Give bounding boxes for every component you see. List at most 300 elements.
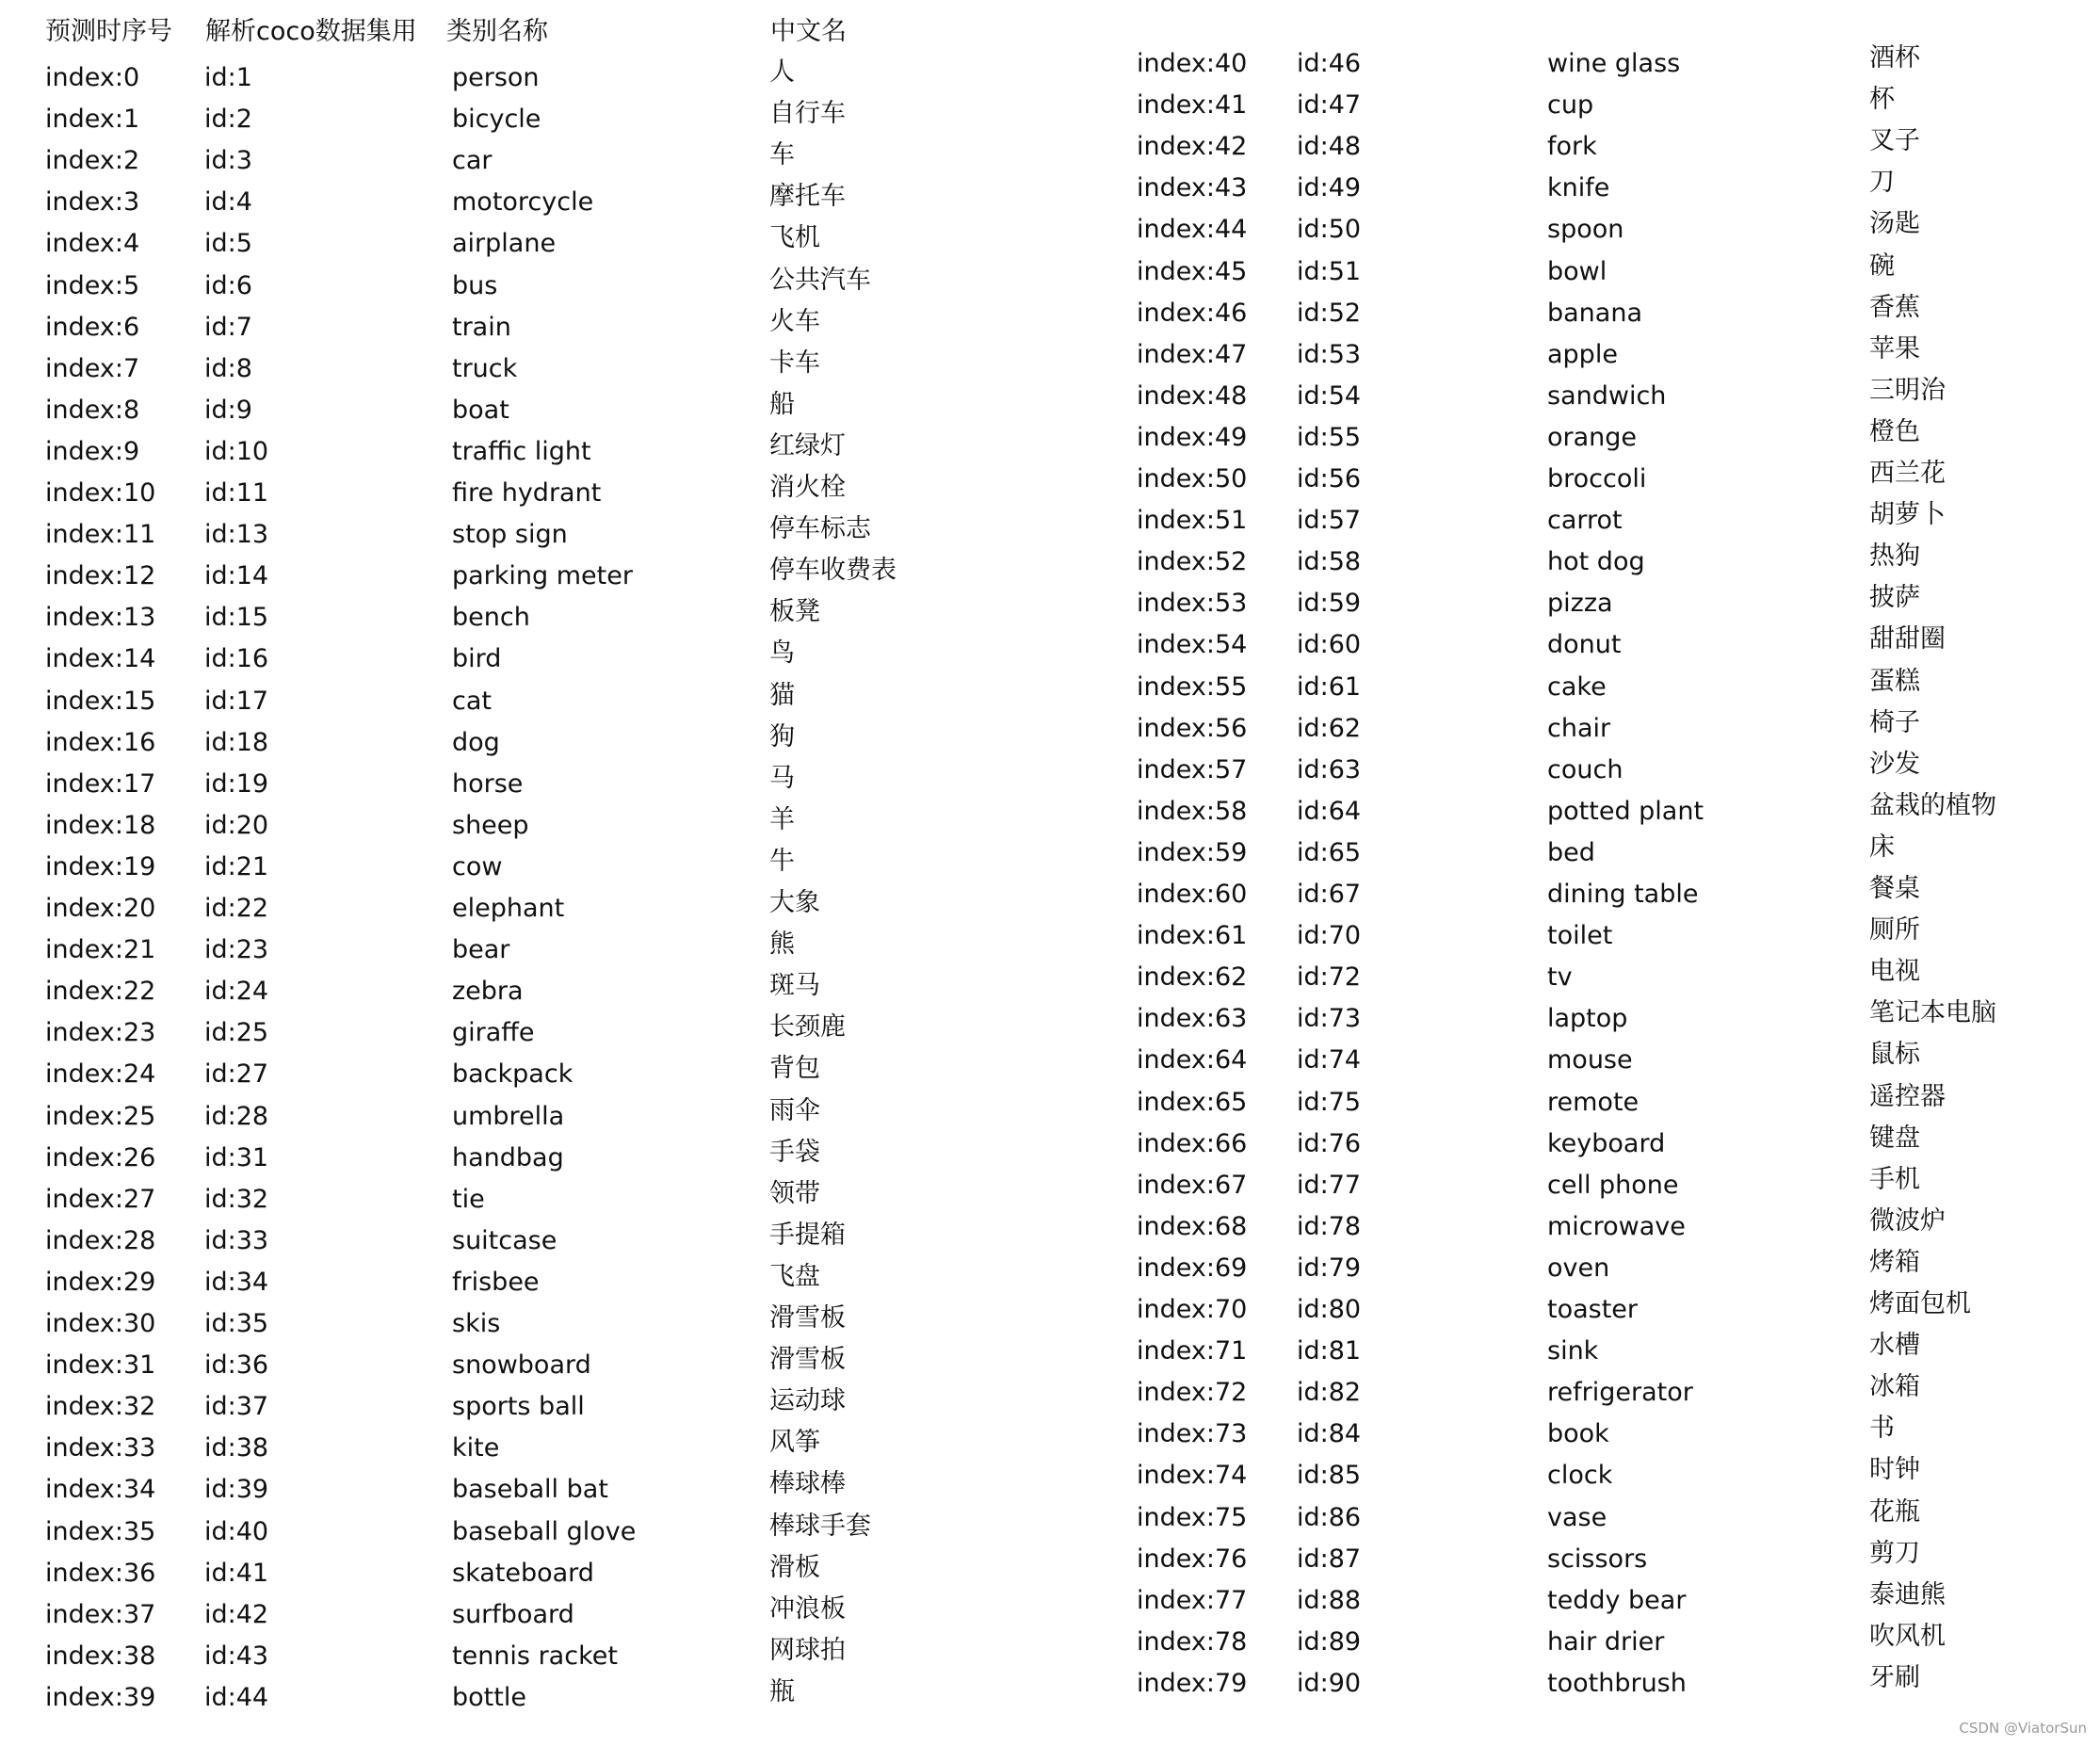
row-id-cell: id:18	[204, 727, 269, 757]
row-id-cell: id:20	[204, 810, 269, 840]
row-index-cell: index:67	[1137, 1170, 1248, 1200]
row-id-cell: id:50	[1297, 215, 1362, 245]
row-cn-cell: 牛	[769, 846, 795, 876]
row-name-cell: laptop	[1547, 1004, 1628, 1034]
row-index-cell: index:69	[1137, 1253, 1248, 1283]
row-id-cell: id:76	[1297, 1128, 1362, 1158]
row-id-cell: id:23	[204, 935, 269, 965]
row-index-cell: index:53	[1137, 589, 1248, 619]
row-index-cell: index:64	[1137, 1045, 1248, 1075]
row-index-cell: index:17	[45, 768, 156, 799]
header-index: 预测时序号	[45, 17, 172, 46]
row-cn-cell: 背包	[769, 1054, 820, 1084]
row-index-cell: index:3	[45, 187, 140, 218]
row-cn-cell: 长颈鹿	[769, 1012, 846, 1043]
row-id-cell: id:42	[204, 1599, 269, 1629]
row-index-cell: index:73	[1137, 1419, 1248, 1449]
row-name-cell: car	[452, 146, 493, 176]
row-name-cell: banana	[1547, 298, 1642, 328]
row-id-cell: id:7	[204, 312, 252, 342]
row-index-cell: index:50	[1137, 464, 1248, 493]
row-cn-cell: 餐桌	[1869, 874, 1920, 903]
row-index-cell: index:19	[45, 851, 156, 881]
row-name-cell: suitcase	[452, 1225, 557, 1255]
row-id-cell: id:10	[204, 436, 269, 466]
row-index-cell: index:72	[1137, 1378, 1248, 1408]
row-id-cell: id:62	[1297, 713, 1362, 743]
row-cn-cell: 猫	[769, 680, 795, 710]
row-cn-cell: 鼠标	[1869, 1040, 1920, 1070]
row-cn-cell: 马	[769, 763, 795, 793]
row-cn-cell: 胡萝卜	[1869, 500, 1946, 530]
row-cn-cell: 书	[1869, 1414, 1895, 1444]
row-name-cell: umbrella	[452, 1101, 565, 1131]
row-cn-cell: 滑板	[769, 1552, 820, 1582]
row-id-cell: id:21	[204, 851, 269, 881]
row-index-cell: index:78	[1137, 1626, 1248, 1657]
row-id-cell: id:78	[1297, 1211, 1362, 1241]
row-id-cell: id:87	[1297, 1544, 1362, 1574]
row-cn-cell: 遥控器	[1869, 1081, 1946, 1111]
row-name-cell: handbag	[452, 1142, 564, 1172]
row-cn-cell: 水槽	[1869, 1331, 1920, 1361]
row-id-cell: id:65	[1297, 837, 1362, 867]
row-name-cell: stop sign	[452, 520, 568, 550]
row-cn-cell: 飞盘	[769, 1261, 820, 1291]
row-name-cell: oven	[1547, 1253, 1610, 1283]
row-index-cell: index:18	[45, 810, 156, 840]
row-cn-cell: 摩托车	[769, 182, 846, 212]
row-name-cell: train	[452, 312, 511, 342]
row-id-cell: id:72	[1297, 962, 1362, 993]
row-id-cell: id:52	[1297, 298, 1362, 328]
row-cn-cell: 花瓶	[1869, 1496, 1920, 1527]
row-id-cell: id:46	[1297, 49, 1362, 78]
row-id-cell: id:57	[1297, 506, 1362, 536]
row-name-cell: pizza	[1547, 589, 1613, 619]
row-id-cell: id:11	[204, 478, 269, 508]
row-cn-cell: 甜甜圈	[1869, 624, 1946, 655]
row-cn-cell: 瓶	[769, 1676, 795, 1706]
row-index-cell: index:37	[45, 1599, 156, 1629]
row-index-cell: index:57	[1137, 754, 1248, 784]
row-name-cell: dining table	[1547, 880, 1699, 909]
row-index-cell: index:71	[1137, 1336, 1248, 1366]
row-id-cell: id:75	[1297, 1087, 1362, 1117]
row-id-cell: id:89	[1297, 1626, 1362, 1657]
row-name-cell: vase	[1547, 1502, 1607, 1532]
row-cn-cell: 运动球	[769, 1386, 846, 1416]
row-id-cell: id:67	[1297, 880, 1362, 909]
row-cn-cell: 床	[1869, 832, 1895, 862]
row-index-cell: index:5	[45, 270, 140, 300]
row-name-cell: toothbrush	[1547, 1668, 1687, 1698]
row-index-cell: index:10	[45, 478, 156, 508]
row-index-cell: index:42	[1137, 132, 1248, 162]
row-id-cell: id:32	[204, 1184, 269, 1214]
row-name-cell: motorcycle	[452, 187, 594, 218]
row-index-cell: index:15	[45, 686, 156, 716]
row-name-cell: zebra	[452, 977, 524, 1007]
row-index-cell: index:32	[45, 1392, 156, 1422]
row-name-cell: tie	[452, 1184, 485, 1214]
row-index-cell: index:51	[1137, 506, 1248, 536]
row-id-cell: id:35	[204, 1309, 269, 1338]
row-cn-cell: 烤面包机	[1869, 1289, 1971, 1318]
row-index-cell: index:7	[45, 353, 140, 383]
row-index-cell: index:33	[45, 1433, 156, 1463]
row-index-cell: index:52	[1137, 547, 1248, 577]
row-id-cell: id:25	[204, 1018, 269, 1048]
row-name-cell: sports ball	[452, 1392, 585, 1422]
row-cn-cell: 微波炉	[1869, 1205, 1946, 1236]
row-cn-cell: 厕所	[1869, 915, 1920, 946]
row-id-cell: id:22	[204, 894, 269, 923]
row-index-cell: index:74	[1137, 1461, 1248, 1491]
row-index-cell: index:44	[1137, 215, 1248, 245]
row-cn-cell: 叉子	[1869, 126, 1920, 156]
row-index-cell: index:11	[45, 520, 156, 550]
row-id-cell: id:43	[204, 1641, 269, 1671]
row-cn-cell: 滑雪板	[769, 1303, 846, 1333]
row-name-cell: snowboard	[452, 1350, 591, 1381]
row-name-cell: tv	[1547, 962, 1573, 993]
row-cn-cell: 消火栓	[769, 473, 846, 502]
row-index-cell: index:54	[1137, 630, 1248, 660]
row-name-cell: truck	[452, 353, 518, 383]
row-id-cell: id:6	[204, 270, 252, 300]
row-index-cell: index:6	[45, 312, 140, 342]
row-id-cell: id:41	[204, 1558, 269, 1588]
row-name-cell: cow	[452, 851, 503, 881]
row-cn-cell: 烤箱	[1869, 1247, 1920, 1277]
row-name-cell: backpack	[452, 1059, 573, 1090]
row-id-cell: id:79	[1297, 1253, 1362, 1283]
row-cn-cell: 停车标志	[769, 514, 871, 544]
row-cn-cell: 吹风机	[1869, 1621, 1946, 1651]
row-cn-cell: 飞机	[769, 223, 820, 253]
row-name-cell: toaster	[1547, 1295, 1639, 1324]
row-index-cell: index:41	[1137, 90, 1248, 121]
row-name-cell: elephant	[452, 894, 565, 923]
row-index-cell: index:39	[45, 1682, 156, 1712]
row-index-cell: index:8	[45, 395, 140, 425]
row-index-cell: index:16	[45, 727, 156, 757]
row-index-cell: index:79	[1137, 1668, 1248, 1698]
row-cn-cell: 棒球棒	[769, 1469, 846, 1499]
row-id-cell: id:8	[204, 353, 252, 383]
row-name-cell: keyboard	[1547, 1128, 1666, 1158]
row-index-cell: index:58	[1137, 796, 1248, 826]
row-index-cell: index:22	[45, 977, 156, 1007]
header-name: 类别名称	[446, 17, 548, 46]
row-name-cell: horse	[452, 768, 524, 799]
row-id-cell: id:14	[204, 561, 269, 591]
row-id-cell: id:19	[204, 768, 269, 799]
row-id-cell: id:60	[1297, 630, 1362, 660]
row-name-cell: bench	[452, 603, 530, 633]
row-id-cell: id:53	[1297, 339, 1362, 369]
row-id-cell: id:77	[1297, 1170, 1362, 1200]
row-index-cell: index:27	[45, 1184, 156, 1214]
row-cn-cell: 风筝	[769, 1428, 820, 1458]
row-name-cell: wine glass	[1547, 49, 1681, 78]
row-name-cell: dog	[452, 727, 500, 757]
row-cn-cell: 手机	[1869, 1164, 1920, 1194]
row-id-cell: id:37	[204, 1392, 269, 1422]
row-id-cell: id:15	[204, 603, 269, 633]
row-name-cell: donut	[1547, 630, 1622, 660]
row-name-cell: clock	[1547, 1461, 1613, 1491]
row-id-cell: id:31	[204, 1142, 269, 1172]
row-name-cell: fire hydrant	[452, 478, 602, 508]
row-name-cell: potted plant	[1547, 796, 1704, 826]
row-cn-cell: 西兰花	[1869, 459, 1946, 488]
row-name-cell: knife	[1547, 173, 1610, 203]
row-id-cell: id:86	[1297, 1502, 1362, 1532]
row-index-cell: index:40	[1137, 49, 1248, 78]
row-name-cell: bowl	[1547, 256, 1607, 286]
row-cn-cell: 椅子	[1869, 707, 1920, 737]
row-cn-cell: 公共汽车	[769, 265, 871, 295]
row-index-cell: index:49	[1137, 422, 1248, 452]
row-name-cell: teddy bear	[1547, 1585, 1687, 1615]
row-id-cell: id:80	[1297, 1295, 1362, 1324]
row-cn-cell: 蛋糕	[1869, 666, 1920, 696]
row-id-cell: id:58	[1297, 547, 1362, 577]
row-name-cell: sheep	[452, 810, 529, 840]
row-name-cell: cat	[452, 686, 492, 716]
row-name-cell: bear	[452, 935, 510, 965]
row-index-cell: index:63	[1137, 1004, 1248, 1034]
row-cn-cell: 人	[769, 57, 795, 87]
row-cn-cell: 沙发	[1869, 749, 1920, 779]
row-index-cell: index:43	[1137, 173, 1248, 203]
row-name-cell: scissors	[1547, 1544, 1648, 1574]
row-name-cell: person	[452, 63, 540, 92]
row-name-cell: cake	[1547, 671, 1607, 702]
row-id-cell: id:34	[204, 1267, 269, 1297]
row-name-cell: skis	[452, 1309, 501, 1338]
row-id-cell: id:33	[204, 1225, 269, 1255]
row-id-cell: id:48	[1297, 132, 1362, 162]
row-id-cell: id:16	[204, 644, 269, 674]
row-index-cell: index:47	[1137, 339, 1248, 369]
row-name-cell: orange	[1547, 422, 1638, 452]
row-index-cell: index:29	[45, 1267, 156, 1297]
row-cn-cell: 自行车	[769, 99, 846, 129]
row-cn-cell: 停车收费表	[769, 556, 897, 586]
row-name-cell: fork	[1547, 132, 1597, 162]
row-cn-cell: 冲浪板	[769, 1593, 846, 1624]
row-cn-cell: 网球拍	[769, 1635, 846, 1665]
row-cn-cell: 手袋	[769, 1137, 820, 1167]
row-name-cell: bed	[1547, 837, 1595, 867]
row-index-cell: index:13	[45, 603, 156, 633]
row-index-cell: index:35	[45, 1516, 156, 1546]
row-cn-cell: 橙色	[1869, 416, 1920, 446]
row-index-cell: index:14	[45, 644, 156, 674]
row-name-cell: giraffe	[452, 1018, 535, 1048]
row-id-cell: id:27	[204, 1059, 269, 1090]
row-cn-cell: 火车	[769, 306, 820, 336]
row-cn-cell: 时钟	[1869, 1455, 1920, 1485]
row-cn-cell: 键盘	[1869, 1123, 1920, 1153]
row-index-cell: index:26	[45, 1142, 156, 1172]
row-id-cell: id:49	[1297, 173, 1362, 203]
row-cn-cell: 三明治	[1869, 375, 1946, 405]
row-name-cell: cell phone	[1547, 1170, 1679, 1200]
row-cn-cell: 狗	[769, 721, 795, 752]
row-id-cell: id:61	[1297, 671, 1362, 702]
row-id-cell: id:82	[1297, 1378, 1362, 1408]
row-name-cell: apple	[1547, 339, 1618, 369]
row-cn-cell: 苹果	[1869, 333, 1920, 364]
row-index-cell: index:65	[1137, 1087, 1248, 1117]
row-id-cell: id:84	[1297, 1419, 1362, 1449]
row-name-cell: bus	[452, 270, 498, 300]
row-cn-cell: 牙刷	[1869, 1662, 1920, 1692]
row-name-cell: remote	[1547, 1087, 1640, 1117]
row-index-cell: index:48	[1137, 380, 1248, 411]
row-index-cell: index:70	[1137, 1295, 1248, 1324]
row-cn-cell: 滑雪板	[769, 1345, 846, 1375]
row-cn-cell: 刀	[1869, 168, 1895, 198]
row-id-cell: id:2	[204, 105, 252, 135]
row-id-cell: id:3	[204, 146, 252, 176]
row-name-cell: traffic light	[452, 436, 591, 466]
row-index-cell: index:61	[1137, 921, 1248, 951]
row-index-cell: index:12	[45, 561, 156, 591]
row-id-cell: id:54	[1297, 380, 1362, 411]
row-name-cell: parking meter	[452, 561, 633, 591]
row-id-cell: id:51	[1297, 256, 1362, 286]
row-id-cell: id:81	[1297, 1336, 1362, 1366]
row-index-cell: index:30	[45, 1309, 156, 1338]
row-name-cell: cup	[1547, 90, 1594, 121]
row-cn-cell: 船	[769, 389, 795, 419]
row-name-cell: airplane	[452, 229, 557, 259]
row-index-cell: index:55	[1137, 671, 1248, 702]
row-id-cell: id:38	[204, 1433, 269, 1463]
row-cn-cell: 领带	[769, 1178, 820, 1208]
row-cn-cell: 卡车	[769, 348, 820, 378]
row-index-cell: index:38	[45, 1641, 156, 1671]
row-id-cell: id:64	[1297, 796, 1362, 826]
row-index-cell: index:66	[1137, 1128, 1248, 1158]
row-name-cell: hair drier	[1547, 1626, 1665, 1657]
row-name-cell: spoon	[1547, 215, 1624, 245]
row-index-cell: index:56	[1137, 713, 1248, 743]
header-cn: 中文名	[770, 17, 847, 46]
row-name-cell: hot dog	[1547, 547, 1645, 577]
row-index-cell: index:21	[45, 935, 156, 965]
row-name-cell: bird	[452, 644, 502, 674]
row-cn-cell: 泰迪熊	[1869, 1579, 1946, 1609]
row-id-cell: id:17	[204, 686, 269, 716]
row-cn-cell: 大象	[769, 888, 820, 917]
row-index-cell: index:4	[45, 229, 140, 259]
row-cn-cell: 鸟	[769, 639, 795, 669]
row-cn-cell: 笔记本电脑	[1869, 998, 1996, 1028]
row-index-cell: index:28	[45, 1225, 156, 1255]
row-id-cell: id:56	[1297, 464, 1362, 493]
row-id-cell: id:59	[1297, 589, 1362, 619]
row-index-cell: index:60	[1137, 880, 1248, 909]
row-cn-cell: 剪刀	[1869, 1538, 1920, 1568]
row-cn-cell: 斑马	[769, 971, 820, 1001]
row-cn-cell: 冰箱	[1869, 1372, 1920, 1402]
row-id-cell: id:39	[204, 1475, 269, 1505]
row-index-cell: index:31	[45, 1350, 156, 1381]
row-index-cell: index:59	[1137, 837, 1248, 867]
row-cn-cell: 香蕉	[1869, 292, 1920, 322]
row-id-cell: id:13	[204, 520, 269, 550]
row-name-cell: couch	[1547, 754, 1623, 784]
row-cn-cell: 杯	[1869, 85, 1895, 115]
row-id-cell: id:4	[204, 187, 252, 218]
row-cn-cell: 盆栽的植物	[1869, 790, 1996, 820]
row-name-cell: boat	[452, 395, 509, 425]
row-name-cell: mouse	[1547, 1045, 1633, 1075]
row-index-cell: index:36	[45, 1558, 156, 1588]
row-cn-cell: 碗	[1869, 251, 1895, 281]
row-cn-cell: 棒球手套	[769, 1511, 871, 1541]
row-name-cell: kite	[452, 1433, 500, 1463]
row-name-cell: skateboard	[452, 1558, 594, 1588]
row-name-cell: toilet	[1547, 921, 1613, 951]
row-index-cell: index:25	[45, 1101, 156, 1131]
row-id-cell: id:44	[204, 1682, 269, 1712]
row-id-cell: id:1	[204, 63, 252, 92]
row-cn-cell: 手提箱	[769, 1220, 846, 1250]
row-index-cell: index:24	[45, 1059, 156, 1090]
row-index-cell: index:9	[45, 436, 140, 466]
header-id: 解析coco数据集用	[205, 17, 417, 46]
row-id-cell: id:5	[204, 229, 252, 259]
row-cn-cell: 热狗	[1869, 542, 1920, 572]
row-index-cell: index:45	[1137, 256, 1248, 286]
row-id-cell: id:73	[1297, 1004, 1362, 1034]
row-index-cell: index:23	[45, 1018, 156, 1048]
row-name-cell: baseball bat	[452, 1475, 608, 1505]
row-index-cell: index:68	[1137, 1211, 1248, 1241]
row-id-cell: id:28	[204, 1101, 269, 1131]
row-id-cell: id:40	[204, 1516, 269, 1546]
row-name-cell: frisbee	[452, 1267, 540, 1297]
row-index-cell: index:20	[45, 894, 156, 923]
row-id-cell: id:36	[204, 1350, 269, 1381]
row-name-cell: bottle	[452, 1682, 526, 1712]
row-index-cell: index:75	[1137, 1502, 1248, 1532]
row-id-cell: id:55	[1297, 422, 1362, 452]
row-id-cell: id:63	[1297, 754, 1362, 784]
row-index-cell: index:34	[45, 1475, 156, 1505]
row-index-cell: index:0	[45, 63, 140, 92]
row-id-cell: id:88	[1297, 1585, 1362, 1615]
row-name-cell: chair	[1547, 713, 1611, 743]
row-cn-cell: 板凳	[769, 597, 820, 627]
row-name-cell: broccoli	[1547, 464, 1647, 493]
row-name-cell: sink	[1547, 1336, 1599, 1366]
row-index-cell: index:1	[45, 105, 140, 135]
row-name-cell: tennis racket	[452, 1641, 618, 1671]
row-name-cell: surfboard	[452, 1599, 574, 1629]
row-id-cell: id:74	[1297, 1045, 1362, 1075]
row-id-cell: id:47	[1297, 90, 1362, 121]
row-id-cell: id:70	[1297, 921, 1362, 951]
row-id-cell: id:9	[204, 395, 252, 425]
